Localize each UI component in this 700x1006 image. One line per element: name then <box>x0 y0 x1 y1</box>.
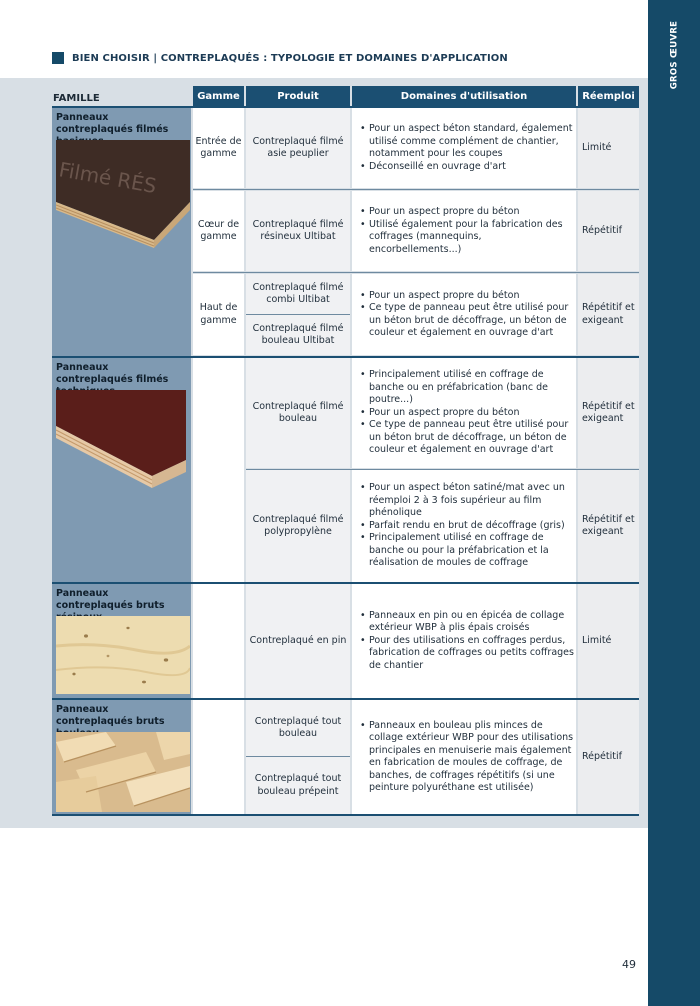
family-name: Panneaux contreplaqués filmés <box>56 362 169 385</box>
domaine-item: • Panneaux en bouleau plis minces de collage extérieur WBP pour des utilisations principales en menuiserie mais également en fabrication de moules de coffrage, de banches, de coffrages répétitifs (si une peinture polyuréthane est utilisée) <box>360 720 574 795</box>
plywood-filmed-technical-image <box>56 390 190 490</box>
domaines-cell <box>352 191 576 271</box>
domaine-item: • Pour des utilisations en coffrages perdus, fabrication de coffrages ou petits coffrages de chantier <box>360 635 574 673</box>
plywood-filmed-basic-image <box>56 140 190 252</box>
domaines-cell <box>352 470 576 582</box>
domaine-item: • Ce type de panneau peut être utilisé pour un béton brut de décoffrage, un béton de couleur et également en ouvrage d'art <box>360 302 574 340</box>
gamme-cell <box>193 584 244 698</box>
domaines-cell <box>352 108 576 188</box>
reemploi-cell: Répétitif et exigeant <box>578 470 639 582</box>
produit-cell: Contreplaqué tout bouleau <box>246 700 350 756</box>
produit-cell: Contreplaqué filmé bouleau Ultibat <box>246 315 350 355</box>
page-header <box>52 52 508 64</box>
produit-cell: Contreplaqué filmé bouleau <box>246 358 350 468</box>
reemploi-cell: Répétitif <box>578 191 639 271</box>
row-divider <box>193 189 639 190</box>
reemploi-cell: Limité <box>578 584 639 698</box>
reemploi-cell: Répétitif et exigeant <box>578 358 639 468</box>
row-divider <box>193 272 639 273</box>
gamme-cell: Entrée de gamme <box>193 108 244 188</box>
produit-cell: Contreplaqué filmé polypropylène <box>246 470 350 582</box>
col-header-famille: FAMILLE <box>53 93 100 104</box>
table-bottom-border <box>52 814 639 816</box>
family-cell <box>52 700 191 814</box>
side-band <box>648 0 700 1006</box>
gamme-cell <box>193 358 244 582</box>
domaine-item: • Utilisé également pour la fabrication des coffrages (mannequins, encorbellements...) <box>360 219 574 257</box>
section-label-text: GROS ŒUVRE <box>669 20 679 90</box>
domaine-item: • Principalement utilisé en coffrage de banche ou en préfabrication (banc de poutre...) <box>360 369 574 407</box>
domaines-cell <box>352 584 576 698</box>
plywood-raw-birch-image <box>56 732 190 812</box>
domaines-cell <box>352 274 576 355</box>
page-number: 49 <box>622 958 636 971</box>
domaines-list <box>352 123 576 173</box>
section-label <box>651 0 697 110</box>
family-name: Panneaux contreplaqués filmés <box>56 112 169 135</box>
family-cell <box>52 584 191 698</box>
domaines-list <box>352 369 576 457</box>
domaines-list <box>352 290 576 340</box>
gamme-cell: Haut de gamme <box>193 274 244 355</box>
header-square-icon <box>52 52 64 64</box>
domaine-item: • Pour un aspect béton satiné/mat avec un réemploi 2 à 3 fois supérieur au film phénolique <box>360 482 574 520</box>
domaines-list <box>352 610 576 673</box>
domaine-item: • Pour un aspect propre du béton <box>360 290 574 303</box>
domaine-item: • Pour un aspect propre du béton <box>360 206 574 219</box>
domaine-item: • Panneaux en pin ou en épicéa de collage extérieur WBP à plis épais croisés <box>360 610 574 635</box>
domaines-cell <box>352 358 576 468</box>
domaines-list <box>352 482 576 570</box>
col-header-domaines: Domaines d'utilisation <box>352 86 576 107</box>
plywood-raw-softwood-image <box>56 616 190 694</box>
domaine-item: • Pour un aspect béton standard, également utilisé comme complément de chantier, notamment pour les coupes <box>360 123 574 161</box>
domaines-list <box>352 720 576 795</box>
domaine-item: • Principalement utilisé en coffrage de banche ou pour la préfabrication et la réalisation de moules de coffrage <box>360 532 574 570</box>
domaine-item: • Ce type de panneau peut être utilisé pour un béton brut de décoffrage, un béton de couleur et également en ouvrage d'art <box>360 419 574 457</box>
svg-text:Filmé RÉS: Filmé RÉS <box>57 157 159 199</box>
produit-cell: Contreplaqué filmé résineux Ultibat <box>246 191 350 271</box>
family-name: Panneaux contreplaqués bruts <box>56 588 165 611</box>
produit-cell: Contreplaqué filmé asie peuplier <box>246 108 350 188</box>
reemploi-cell: Répétitif <box>578 700 639 814</box>
produit-cell: Contreplaqué tout bouleau prépeint <box>246 757 350 814</box>
col-header-gamme: Gamme <box>193 86 244 107</box>
reemploi-cell: Limité <box>578 108 639 188</box>
domaine-item: • Pour un aspect propre du béton <box>360 407 574 420</box>
produit-cell: Contreplaqué en pin <box>246 584 350 698</box>
produit-cell: Contreplaqué filmé combi Ultibat <box>246 274 350 314</box>
domaines-list <box>352 206 576 256</box>
gamme-cell: Cœur de gamme <box>193 191 244 271</box>
col-header-produit: Produit <box>246 86 350 107</box>
family-cell <box>52 358 191 582</box>
domaines-cell <box>352 700 576 814</box>
family-cell <box>52 108 191 356</box>
page-title: BIEN CHOISIR | CONTREPLAQUÉS : TYPOLOGIE ET DOMAINES D'APPLICATION <box>72 52 508 64</box>
domaine-item: • Parfait rendu en brut de décoffrage (gris) <box>360 520 574 533</box>
gamme-cell <box>193 700 244 814</box>
domaine-item: • Déconseillé en ouvrage d'art <box>360 161 574 174</box>
family-name: Panneaux contreplaqués bruts <box>56 704 165 727</box>
reemploi-cell: Répétitif et exigeant <box>578 274 639 355</box>
col-header-reemploi: Réemploi <box>578 86 639 107</box>
